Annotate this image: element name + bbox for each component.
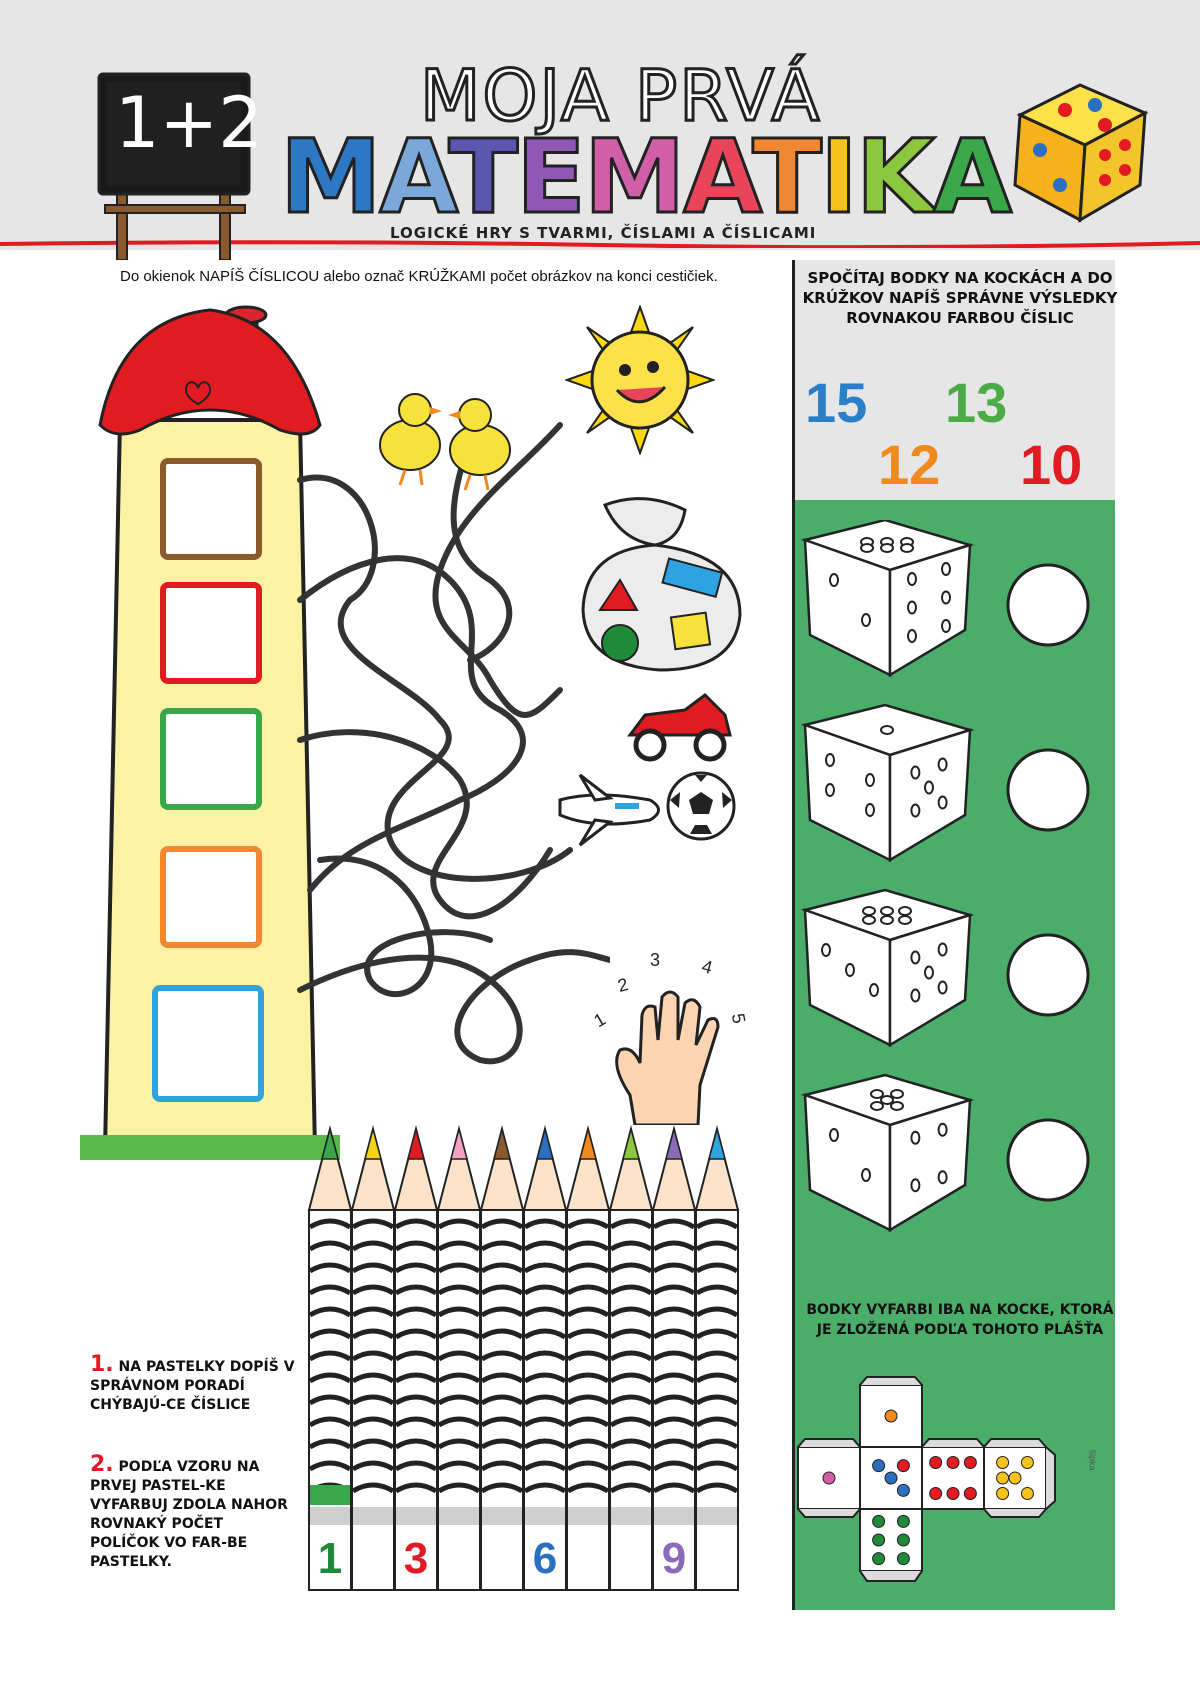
target-number-10: 10 bbox=[1020, 433, 1083, 496]
net-tab bbox=[860, 1571, 922, 1581]
net-tab bbox=[798, 1509, 860, 1517]
pencil-band bbox=[568, 1507, 608, 1525]
net-face bbox=[860, 1385, 922, 1447]
title-main bbox=[280, 118, 1010, 237]
dice-icon bbox=[1005, 75, 1155, 225]
net-face bbox=[984, 1447, 1046, 1509]
net-face bbox=[860, 1447, 922, 1509]
dice-column bbox=[795, 520, 1115, 1280]
pencil-number: 1 bbox=[317, 1534, 343, 1583]
pencil-band bbox=[654, 1507, 694, 1525]
pencil bbox=[524, 1129, 566, 1590]
title-letter: E bbox=[516, 118, 584, 237]
window-5[interactable] bbox=[152, 985, 264, 1102]
pencil bbox=[696, 1129, 738, 1590]
bottom-instruction-2-text: PODĽA VZORU NA PRVEJ PASTEL-KE VYFARBUJ ZDOLA NAHOR ROVNAKÝ POČET POLÍČOK VO FAR-BE PASTELKY. bbox=[90, 1459, 288, 1570]
pencil-band bbox=[439, 1507, 479, 1525]
pencil bbox=[309, 1129, 351, 1590]
bag-image bbox=[575, 495, 755, 675]
window-3[interactable] bbox=[160, 708, 262, 810]
answer-circle[interactable] bbox=[1008, 565, 1088, 645]
hand-number-2: 2 bbox=[615, 974, 631, 996]
window-4[interactable] bbox=[160, 846, 262, 948]
pencil-tip bbox=[451, 1129, 467, 1159]
pencil bbox=[352, 1129, 394, 1590]
pencil-band bbox=[482, 1507, 522, 1525]
pencil-tip bbox=[494, 1129, 510, 1159]
pencil-number: 6 bbox=[532, 1534, 558, 1583]
bottom-instruction-1-number: 1. bbox=[90, 1352, 114, 1377]
net-face bbox=[860, 1509, 922, 1571]
pencil-tip bbox=[666, 1129, 682, 1159]
hand-number-5: 5 bbox=[727, 1011, 750, 1026]
pencil-band bbox=[310, 1507, 350, 1525]
pencil-tip bbox=[709, 1129, 725, 1159]
sun-image bbox=[565, 305, 715, 455]
pencil bbox=[481, 1129, 523, 1590]
counting-die bbox=[805, 890, 1088, 1045]
pencil-band bbox=[396, 1507, 436, 1525]
pencil-tip bbox=[365, 1129, 381, 1159]
title-top: MOJA PRVÁ bbox=[420, 55, 822, 137]
title-letter: A bbox=[379, 118, 449, 237]
pencil-filled-cell bbox=[310, 1485, 350, 1505]
net-tab bbox=[798, 1439, 860, 1447]
net-tab bbox=[984, 1439, 1046, 1447]
bottom-instruction-2 bbox=[90, 1452, 290, 1572]
net-credit: šipka bbox=[1087, 1449, 1098, 1471]
maze-paths bbox=[290, 420, 610, 1100]
pencil-band bbox=[611, 1507, 651, 1525]
title-letter: A bbox=[932, 118, 1010, 237]
right-instruction: SPOČÍTAJ BODKY NA KOCKÁCH A DO KRÚŽKOV NAPÍŠ SPRÁVNE VÝSLEDKY ROVNAKOU FARBOU ČÍSLIC bbox=[802, 269, 1118, 327]
net-face bbox=[922, 1447, 984, 1509]
pencil-band bbox=[353, 1507, 393, 1525]
pencil-band bbox=[525, 1507, 565, 1525]
target-number-12: 12 bbox=[878, 433, 941, 496]
net-tab bbox=[984, 1509, 1046, 1517]
ball-image bbox=[665, 770, 737, 842]
window-2[interactable] bbox=[160, 582, 262, 684]
pencil bbox=[653, 1129, 695, 1590]
car-image bbox=[625, 690, 735, 765]
pencil-tip bbox=[623, 1129, 639, 1159]
bottom-instruction-1-text: NA PASTELKY DOPÍŠ V SPRÁVNOM PORADÍ CHÝBAJÚ-CE ČÍSLICE bbox=[90, 1359, 295, 1413]
chicks-image bbox=[360, 385, 550, 495]
pencil-tip bbox=[537, 1129, 553, 1159]
title-letter: M bbox=[583, 118, 684, 237]
pencil-number: 9 bbox=[661, 1534, 687, 1583]
pencil-number: 3 bbox=[403, 1534, 429, 1583]
pencil bbox=[610, 1129, 652, 1590]
pencil bbox=[567, 1129, 609, 1590]
pencil-tip bbox=[322, 1129, 338, 1159]
pencil-band bbox=[697, 1507, 737, 1525]
net-tab bbox=[922, 1439, 984, 1447]
counting-die bbox=[805, 520, 1088, 675]
title-letter: M bbox=[280, 118, 380, 237]
counting-die bbox=[805, 705, 1088, 860]
bottom-instruction-1 bbox=[90, 1352, 300, 1415]
title-letter: T bbox=[448, 118, 517, 237]
target-number-15: 15 bbox=[805, 371, 868, 434]
title-letter: A bbox=[683, 118, 753, 237]
bottom-instruction-2-number: 2. bbox=[90, 1452, 114, 1477]
pencil-tip bbox=[580, 1129, 596, 1159]
pencil bbox=[395, 1129, 437, 1590]
window-1[interactable] bbox=[160, 458, 262, 560]
title-letter: T bbox=[752, 118, 820, 237]
answer-circle[interactable] bbox=[1008, 935, 1088, 1015]
hand-image bbox=[600, 985, 730, 1125]
chalkboard-text: 1+2 bbox=[115, 82, 263, 164]
net-tab bbox=[1046, 1447, 1055, 1509]
title-letter: I bbox=[819, 118, 856, 237]
dice-net bbox=[795, 1375, 1115, 1605]
airplane-image bbox=[555, 770, 670, 850]
pencil bbox=[438, 1129, 480, 1590]
subtitle: LOGICKÉ HRY S TVARMI, ČÍSLAMI A ČÍSLICAMI bbox=[390, 224, 817, 242]
hand-number-4: 4 bbox=[699, 956, 715, 978]
target-number-13: 13 bbox=[945, 371, 1008, 434]
answer-circle[interactable] bbox=[1008, 750, 1088, 830]
net-tab bbox=[860, 1377, 922, 1385]
hand-number-3: 3 bbox=[650, 950, 661, 970]
hand-number-1: 1 bbox=[590, 1008, 610, 1032]
pencil-tip bbox=[408, 1129, 424, 1159]
left-instruction: Do okienok NAPÍŠ ČÍSLICOU alebo označ KRÚŽKAMI počet obrázkov na konci cestičiek. bbox=[120, 268, 718, 285]
net-face bbox=[798, 1447, 860, 1509]
title-letter: K bbox=[855, 118, 933, 237]
pencils-grid bbox=[305, 1125, 785, 1595]
net-instruction: BODKY VYFARBI IBA NA KOCKE, KTORÁ JE ZLOŽENÁ PODĽA TOHOTO PLÁŠŤA bbox=[806, 1302, 1114, 1338]
answer-circle[interactable] bbox=[1008, 1120, 1088, 1200]
counting-die bbox=[805, 1075, 1088, 1230]
